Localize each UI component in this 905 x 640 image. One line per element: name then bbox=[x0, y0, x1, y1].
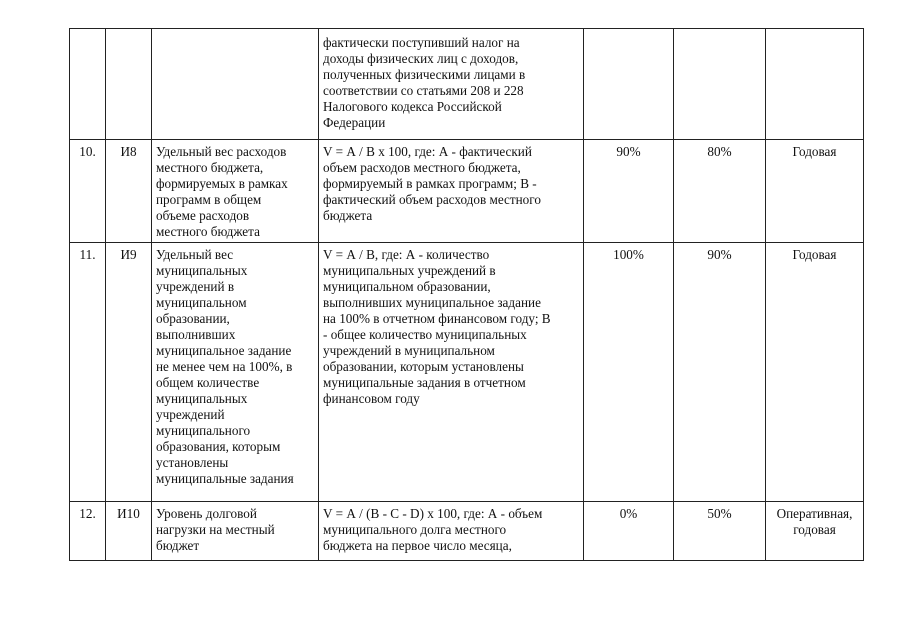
indicators-table bbox=[69, 28, 864, 561]
periodicity-cell bbox=[766, 29, 864, 140]
threshold-value-cell bbox=[674, 29, 766, 140]
threshold-value-cell: 50% bbox=[674, 502, 766, 561]
table-row bbox=[70, 243, 864, 502]
row-number-cell bbox=[70, 29, 106, 140]
target-value-cell: 100% bbox=[584, 243, 674, 502]
indicator-name-cell: Удельный вес расходов местного бюджета, формируемых в рамках программ в общем объеме расходов местного бюджета bbox=[152, 140, 319, 243]
formula-cell: фактически поступивший налог на доходы физических лиц с доходов, полученных физическими лицами в соответствии со статьями 208 и 228 Налогового кодекса Российской Федерации bbox=[319, 29, 584, 140]
table-row bbox=[70, 29, 864, 140]
target-value-cell: 90% bbox=[584, 140, 674, 243]
row-number-cell: 10. bbox=[70, 140, 106, 243]
periodicity-cell: Годовая bbox=[766, 140, 864, 243]
indicator-code-cell bbox=[106, 29, 152, 140]
formula-cell: V = А / В х 100, где: А - фактический объем расходов местного бюджета, формируемый в рамках программ; В - фактический объем расходов местного бюджета bbox=[319, 140, 584, 243]
formula-cell: V = А / В, где: А - количество муниципальных учреждений в муниципальном образовании, выполнивших муниципальное задание на 100% в отчетном финансовом году; В - общее количество муниципальных учреждений в муниципальном образовании, которым установлены муниципальные задания в отчетном финансовом году bbox=[319, 243, 584, 502]
target-value-cell: 0% bbox=[584, 502, 674, 561]
row-number-cell: 11. bbox=[70, 243, 106, 502]
indicator-name-cell bbox=[152, 29, 319, 140]
row-number-cell: 12. bbox=[70, 502, 106, 561]
periodicity-cell: Оперативная, годовая bbox=[766, 502, 864, 561]
indicator-code-cell: И10 bbox=[106, 502, 152, 561]
table-row bbox=[70, 140, 864, 243]
formula-cell: V = А / (В - С - D) х 100, где: А - объем муниципального долга местного бюджета на первое число месяца, bbox=[319, 502, 584, 561]
threshold-value-cell: 90% bbox=[674, 243, 766, 502]
threshold-value-cell: 80% bbox=[674, 140, 766, 243]
table-row bbox=[70, 502, 864, 561]
target-value-cell bbox=[584, 29, 674, 140]
periodicity-cell: Годовая bbox=[766, 243, 864, 502]
indicator-name-cell: Удельный вес муниципальных учреждений в муниципальном образовании, выполнивших муниципальное задание не менее чем на 100%, в общем количестве муниципальных учреждений муниципального образования, которым установлены муниципальные задания bbox=[152, 243, 319, 502]
indicator-code-cell: И8 bbox=[106, 140, 152, 243]
indicator-code-cell: И9 bbox=[106, 243, 152, 502]
indicator-name-cell: Уровень долговой нагрузки на местный бюджет bbox=[152, 502, 319, 561]
